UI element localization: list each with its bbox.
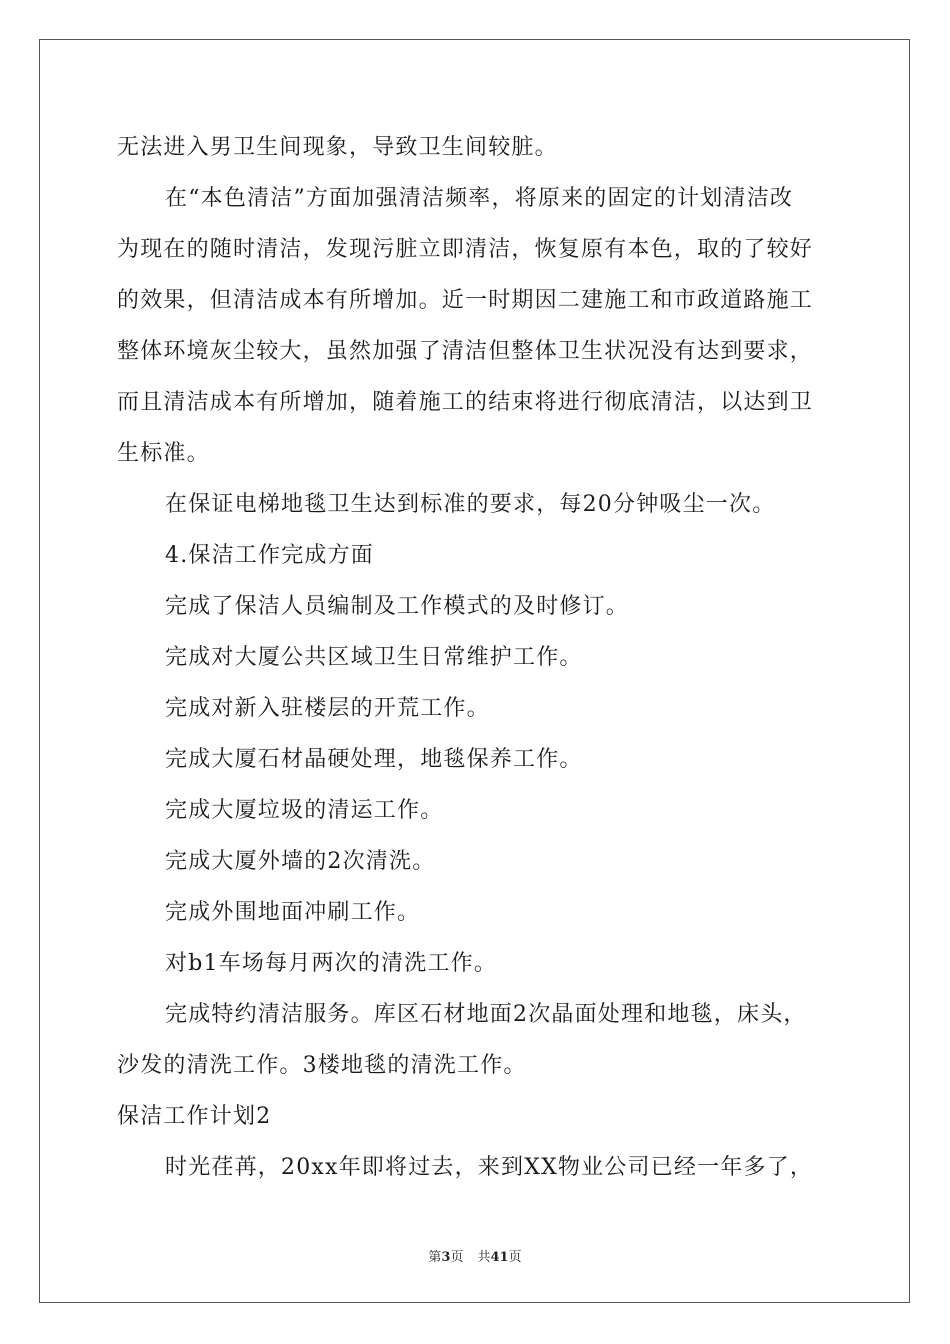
total-suffix: 页 [508, 1250, 522, 1265]
list-item: 完成大厦外墙的2次清洗。 [165, 849, 436, 874]
total-pages: 41 [490, 1250, 509, 1265]
text-line-8: 在保证电梯地毯卫生达到标准的要求，每20分钟吸尘一次。 [165, 492, 776, 517]
list-item: 完成对大厦公共区域卫生日常维护工作。 [165, 645, 583, 670]
text-line-4: 的效果，但清洁成本有所增加。近一时期因二建施工和市政道路施工 [117, 288, 814, 313]
text-line-19: 沙发的清洗工作。3楼地毯的清洗工作。 [117, 1053, 527, 1078]
section-heading: 4.保洁工作完成方面 [165, 543, 374, 568]
document-title: 保洁工作计划2 [117, 1104, 272, 1129]
list-item: 完成大厦垃圾的清运工作。 [165, 798, 444, 823]
total-prefix: 共 [477, 1250, 491, 1265]
text-line-3: 为现在的随时清洁，发现污脏立即清洁，恢复原有本色，取的了较好 [117, 237, 814, 262]
text-line-2: 在“本色清洁”方面加强清洁频率，将原来的固定的计划清洁改 [165, 186, 794, 211]
list-item: 完成特约清洁服务。库区石材地面2次晶面处理和地毯，床头， [165, 1002, 807, 1027]
page-number: 3 [441, 1250, 451, 1265]
text-line-5: 整体环境灰尘较大，虽然加强了清洁但整体卫生状况没有达到要求， [117, 339, 814, 364]
list-item: 完成外围地面冲刷工作。 [165, 900, 421, 925]
document-body [117, 122, 835, 1193]
text-line-7: 生标准。 [117, 441, 210, 466]
list-item: 完成大厦石材晶硬处理，地毯保养工作。 [165, 747, 583, 772]
list-item: 完成对新入驻楼层的开荒工作。 [165, 696, 490, 721]
page-footer [0, 1246, 950, 1265]
list-item: 完成了保洁人员编制及工作模式的及时修订。 [165, 594, 630, 619]
text-line-1: 无法进入男卫生间现象，导致卫生间较脏。 [117, 135, 558, 160]
text-line-6: 而且清洁成本有所增加，随着施工的结束将进行彻底清洁，以达到卫 [117, 390, 814, 415]
page-suffix: 页 [450, 1250, 464, 1265]
page-prefix: 第 [428, 1250, 442, 1265]
list-item: 对b1车场每月两次的清洗工作。 [165, 951, 498, 976]
text-line-21: 时光荏苒，20xx年即将过去，来到XX物业公司已经一年多了， [165, 1155, 814, 1180]
